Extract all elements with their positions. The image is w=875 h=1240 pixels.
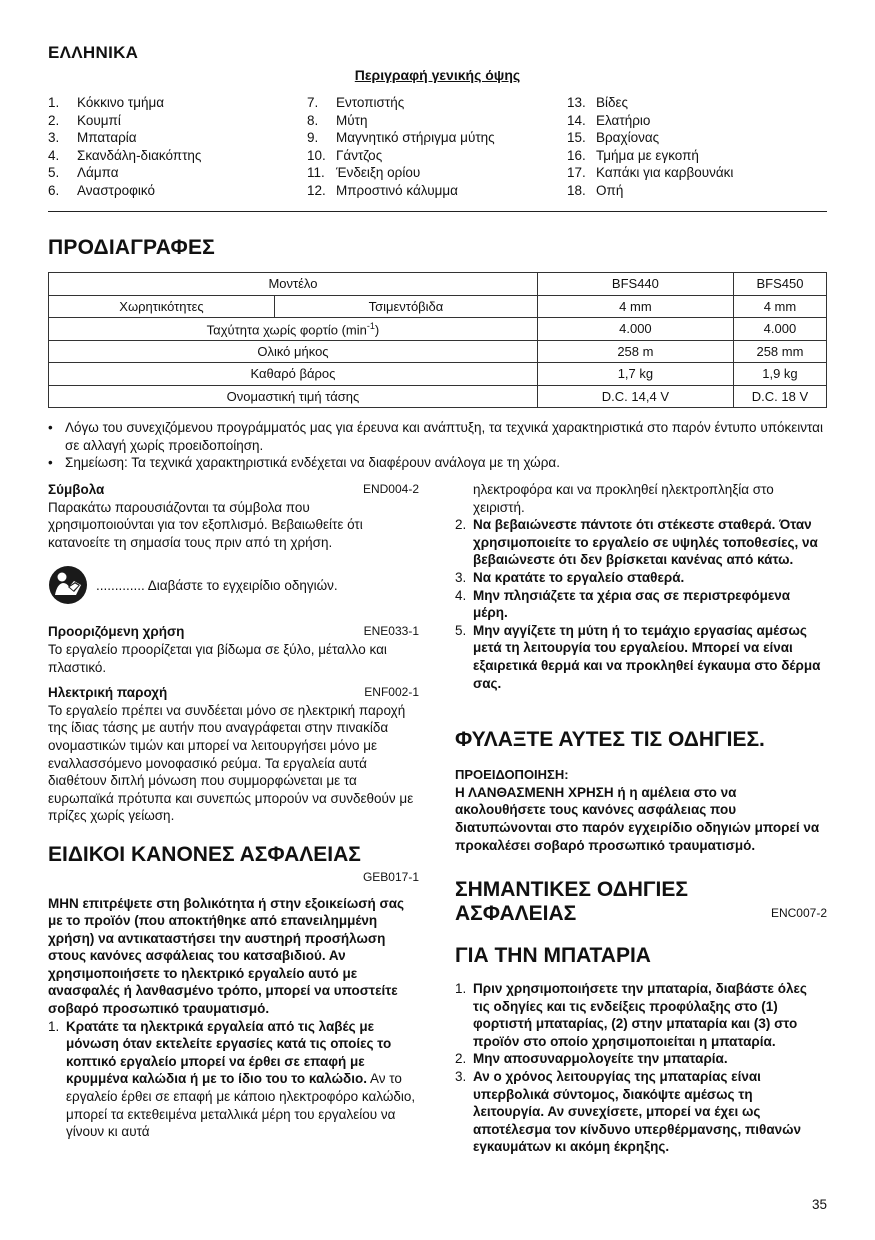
part-item [567, 129, 733, 147]
list-item [455, 1050, 827, 1068]
part-item [567, 112, 733, 130]
table-cell: 4 mm [733, 295, 826, 318]
rule-text: Να κρατάτε το εργαλείο σταθερά. [473, 569, 685, 585]
part-label: Ένδειξη ορίου [336, 165, 421, 181]
special-rules-list [48, 1018, 419, 1141]
table-cell: Ονομαστική τιμή τάσης [49, 385, 538, 408]
part-number: 16. [567, 147, 586, 163]
rule-text: Να βεβαιώνεστε πάντοτε ότι στέκεστε σταθερά. Όταν χρησιμοποιείτε το εργαλείο σε υψηλές τοποθεσίες, να βεβαιώνεστε ότι δεν βρίσκεται κανένας από κάτω. [473, 517, 818, 568]
part-item [48, 129, 201, 147]
list-item [455, 980, 827, 1050]
part-number: 6. [48, 182, 60, 198]
part-label: Σκανδάλη-διακόπτης [77, 147, 202, 163]
battery-heading-line1: ΣΗΜΑΝΤΙΚΕΣ ΟΔΗΓΙΕΣ [455, 878, 688, 902]
list-number: 3. [455, 1069, 467, 1085]
list-number: 2. [455, 1051, 467, 1067]
part-number: 14. [567, 112, 586, 128]
table-cell: 1,7 kg [537, 363, 733, 386]
intended-use-header [48, 623, 419, 641]
speed-label-close: ) [374, 321, 380, 337]
part-item [48, 164, 201, 182]
table-row [49, 340, 827, 363]
list-number: 4. [455, 587, 467, 603]
table-row [49, 318, 827, 341]
rule-text: Αν ο χρόνος λειτουργίας της μπαταρίας είναι υπερβολικά σύντομος, διακόψτε αμέσως τη λειτουργία. Αν συνεχίσετε, μπορεί να έχει ως αποτέλεσμα τον κίνδυνο υπερθέρμανσης, πιθανών εγκαυμάτων κι ακόμη έκρηξης. [473, 1069, 802, 1155]
symbols-code: END004-2 [362, 482, 419, 496]
read-manual-icon [48, 565, 88, 605]
table-row [49, 363, 827, 386]
special-rules-heading: ΕΙΔΙΚΟΙ ΚΑΝΟΝΕΣ ΑΣΦΑΛΕΙΑΣ [48, 842, 361, 866]
part-number: 5. [48, 165, 60, 181]
list-item [455, 587, 827, 622]
table-cell: D.C. 14,4 V [537, 385, 733, 408]
list-item [48, 1018, 419, 1141]
battery-subheading: ΓΙΑ ΤΗΝ ΜΠΑΤΑΡΙΑ [455, 944, 651, 968]
table-cell: Ολικό μήκος [49, 340, 538, 363]
part-label: Λάμπα [77, 165, 119, 181]
part-item [48, 94, 201, 112]
special-rules-intro: ΜΗΝ επιτρέψετε στη βολικότητα ή στην εξοικείωσή σας με το προϊόν (που αποκτήθηκε από επανειλημμένη χρήση) να αντικαταστήσει την αυστηρή προσήλωση στους κανόνες ασφάλειας του κατσαβιδιού. Αν χρησιμοποιήσετε το ηλεκτρικό εργαλείο αυτό με ανασφαλές ή λανθασμένο τρόπο, μπορεί να υποστείτε σοβαρό προσωπικό τραυματισμό. [48, 895, 405, 1017]
list-item [455, 622, 827, 692]
battery-rules-list [455, 980, 827, 1156]
table-cell: 4 mm [537, 295, 733, 318]
right-column [455, 481, 827, 1156]
rule-bold-text: Κρατάτε τα ηλεκτρικά εργαλεία από τις λαβές με μόνωση όταν εκτελείτε εργασίες κατά τις οποίες το κοπτικό εργαλείο μπορεί να έρθει σε επαφή με κρυμμένα καλώδια ή με το ίδιο του το καλώδιο. [66, 1018, 392, 1087]
specs-heading: ΠΡΟΔΙΑΓΡΑΦΕΣ [48, 236, 215, 259]
part-label: Οπή [596, 182, 624, 198]
part-number: 8. [307, 112, 319, 128]
rule-text: Αν το εργαλείο έρθει σε επαφή με κάποιο ηλεκτροφόρο καλώδιο, μπορεί τα εκτεθειμένα μεταλλικά μέρη του εργαλείου να γίνουν κι αυτά [66, 1071, 416, 1140]
left-column [48, 481, 419, 1141]
rule-text: Μην αγγίζετε τη μύτη ή το τεμάχιο εργασίας αμέσως μετά τη λειτουργία του εργαλείου. Μπορεί να είναι εξαιρετικά θερμά και να προκληθεί έγκαυμα στο δέρμα σας. [473, 622, 821, 691]
table-cell: 4.000 [733, 318, 826, 341]
part-label: Μπαταρία [77, 130, 137, 146]
part-number: 10. [307, 147, 326, 163]
symbols-header [48, 481, 419, 499]
table-row [49, 385, 827, 408]
part-number: 15. [567, 130, 586, 146]
warning-label: ΠΡΟΕΙΔΟΠΟΙΗΣΗ: [455, 767, 569, 783]
part-number: 11. [307, 165, 325, 181]
language-heading: ΕΛΛΗΝΙΚΑ [48, 43, 139, 62]
part-number: 7. [307, 95, 319, 110]
part-item [307, 129, 495, 147]
manual-page [48, 0, 827, 1240]
table-cell: BFS440 [537, 273, 733, 296]
table-cell: 258 mm [733, 340, 826, 363]
part-item [567, 94, 733, 112]
battery-code: ENC007-2 [770, 905, 827, 920]
part-label: Βίδες [596, 95, 629, 110]
rule-text: Πριν χρησιμοποιήσετε την μπαταρία, διαβάστε όλες τις οδηγίες και τις ενδείξεις προφύλαξης στο (1) φορτιστή μπαταρίας, (2) στην μπαταρία και (3) στο προϊόν στο οποίο χρησιμοποιείται η μπαταρία. [473, 981, 807, 1049]
intended-use-code: ENE033-1 [363, 624, 419, 639]
list-number: 2. [455, 517, 467, 533]
part-item [48, 182, 201, 200]
power-supply-text: Το εργαλείο πρέπει να συνδέεται μόνο σε ηλεκτρική παροχή της ίδιας τάσης με αυτήν που αναγράφεται στην πινακίδα ονομαστικών τιμών και μπορεί να λειτουργήσει μόνο με εναλλασσόμενο μονοφασικό ρεύμα. Τα εργαλεία αυτά διαθέτουν διπλή μόνωση που συμμορφώνεται με τα ευρωπαϊκά πρότυπα και συνεπώς μπορούν να συνδεθούν με πρίζες χωρίς γείωση. [48, 702, 414, 824]
part-item [307, 112, 495, 130]
table-row [49, 273, 827, 296]
table-cell: Καθαρό βάρος [49, 363, 538, 386]
table-cell: 4.000 [537, 318, 733, 341]
list-item [455, 1068, 827, 1156]
parts-column-2 [307, 94, 495, 200]
part-number: 12. [307, 182, 326, 198]
list-number: 5. [455, 622, 467, 638]
battery-heading-block [455, 878, 827, 926]
part-label: Μύτη [336, 112, 368, 128]
table-cell: D.C. 18 V [733, 385, 826, 408]
part-label: Βραχίονας [596, 130, 660, 146]
part-item [567, 147, 733, 165]
overview-title: Περιγραφή γενικής όψης [354, 67, 521, 83]
part-item [567, 182, 733, 200]
table-cell: 258 m [537, 340, 733, 363]
divider [48, 211, 827, 212]
read-manual-symbol-row [48, 565, 419, 605]
table-cell: Μοντέλο [49, 273, 538, 296]
part-number: 3. [48, 130, 60, 146]
part-number: 4. [48, 147, 60, 163]
rule-continuation: ηλεκτροφόρα και να προκληθεί ηλεκτροπληξία στο χειριστή. [473, 482, 774, 515]
spec-note: • Λόγω του συνεχιζόμενου προγράμματός μας για έρευνα και ανάπτυξη, τα τεχνικά χαρακτηριστικά στο παρόν έντυπο υπόκεινται σε αλλαγή χωρίς προειδοποίηση. [48, 419, 827, 454]
part-item [307, 182, 495, 200]
intended-use-text: Το εργαλείο προορίζεται για βίδωμα σε ξύλο, μέταλλο και πλαστικό. [48, 641, 387, 675]
read-manual-text: ............. Διαβάστε το εγχειρίδιο οδηγιών. [96, 577, 338, 593]
table-cell [49, 318, 538, 341]
part-label: Μπροστινό κάλυμμα [336, 182, 458, 198]
part-number: 17. [567, 165, 586, 181]
table-cell: BFS450 [733, 273, 826, 296]
part-item [48, 147, 201, 165]
part-label: Καπάκι για καρβουνάκι [596, 165, 734, 181]
speed-unit-exponent: -1 [366, 320, 375, 331]
part-label: Ελατήριο [596, 112, 651, 128]
spec-note: • Σημείωση: Τα τεχνικά χαρακτηριστικά ενδέχεται να διαφέρουν ανάλογα με τη χώρα. [48, 454, 827, 472]
rule-text: Μην αποσυναρμολογείτε την μπαταρία. [473, 1051, 728, 1067]
part-label: Κόκκινο τμήμα [77, 95, 165, 110]
part-number: 2. [48, 112, 60, 128]
part-label: Κουμπί [77, 112, 121, 128]
specs-table [48, 272, 827, 408]
part-number: 9. [307, 130, 319, 146]
rule-text: Μην πλησιάζετε τα χέρια σας σε περιστρεφόμενα μέρη. [473, 587, 791, 621]
part-number: 1. [48, 95, 60, 110]
table-cell: Τσιμεντόβιδα [275, 295, 538, 318]
part-number: 18. [567, 182, 586, 198]
part-item [307, 94, 495, 112]
part-label: Αναστροφικό [77, 182, 156, 198]
page-number: 35 [811, 1197, 827, 1212]
speed-label: Ταχύτητα χωρίς φορτίο (min [206, 321, 367, 337]
list-number: 1. [455, 981, 467, 997]
special-rules-list-cont [455, 516, 827, 692]
part-label: Εντοπιστής [336, 95, 405, 110]
spec-notes [48, 419, 827, 472]
power-supply-code: ENF002-1 [364, 685, 419, 700]
table-row [49, 295, 827, 318]
part-item [307, 147, 495, 165]
part-item [48, 112, 201, 130]
symbols-text: Παρακάτω παρουσιάζονται τα σύμβολα που χρησιμοποιούνται για τον εξοπλισμό. Βεβαιωθείτε ότι κατανοείτε τη σημασία τους πριν από τη χρήση. [48, 499, 363, 550]
special-rules-code: GEB017-1 [362, 869, 419, 884]
list-number: 3. [455, 569, 467, 585]
table-cell: 1,9 kg [733, 363, 826, 386]
part-item [567, 164, 733, 182]
part-item [307, 164, 495, 182]
parts-column-3 [567, 94, 733, 200]
power-supply-header [48, 684, 419, 702]
list-item [455, 516, 827, 569]
part-label: Γάντζος [336, 147, 383, 163]
list-number: 1. [48, 1018, 60, 1034]
warning-text: Η ΛΑΝΘΑΣΜΕΝΗ ΧΡΗΣΗ ή η αμέλεια στο να ακολουθήσετε τους κανόνες ασφάλειας που διατυπώνονται στο παρόν εγχειρίδιο οδηγιών μπορεί να προκαλέσει σοβαρό προσωπικό τραυματισμό. [455, 784, 820, 853]
table-cell: Χωρητικότητες [49, 295, 275, 318]
power-supply-title: Ηλεκτρική παροχή [48, 685, 168, 701]
part-number: 13. [567, 95, 586, 110]
keep-instructions-heading: ΦΥΛΑΞΤΕ ΑΥΤΕΣ ΤΙΣ ΟΔΗΓΙΕΣ. [455, 728, 765, 752]
battery-heading-line2: ΑΣΦΑΛΕΙΑΣ [455, 902, 577, 926]
part-label: Τμήμα με εγκοπή [596, 147, 699, 163]
parts-column-1 [48, 94, 201, 200]
list-item [455, 569, 827, 587]
symbols-title: Σύμβολα [48, 482, 105, 497]
part-label: Μαγνητικό στήριγμα μύτης [336, 130, 495, 146]
intended-use-title: Προοριζόμενη χρήση [48, 624, 185, 640]
